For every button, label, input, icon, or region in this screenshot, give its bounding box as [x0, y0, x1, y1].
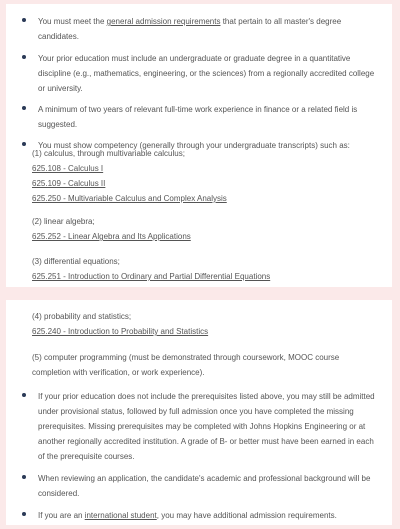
bullet-icon — [22, 142, 26, 146]
diffeq-block — [32, 254, 382, 284]
requirements-card-top — [6, 4, 392, 287]
international-student-link[interactable]: international student — [84, 511, 157, 520]
bullet-icon — [22, 106, 26, 110]
course-link-625-108[interactable]: 625.108 - Calculus I — [32, 164, 104, 173]
item-text: When reviewing an application, the candidate's academic and professional background will be considered. — [38, 474, 371, 498]
general-admission-requirements-link[interactable]: general admission requirements — [106, 17, 221, 26]
programming-text: (5) computer programming (must be demonstrated through coursework, MOOC course completion with verification, or work experience). — [32, 353, 340, 377]
list-item — [22, 471, 382, 501]
programming-block — [32, 350, 378, 380]
item-text: , you may have additional admission requirements. — [156, 511, 337, 520]
course-link-625-251[interactable]: 625.251 - Introduction to Ordinary and Partial Differential Equations — [32, 272, 271, 281]
probability-label: (4) probability and statistics; — [32, 312, 132, 321]
list-item — [22, 14, 382, 44]
bullet-icon — [22, 512, 26, 516]
requirements-list — [22, 14, 382, 153]
calculus-block — [32, 146, 382, 206]
item-text: If you are an — [38, 511, 85, 520]
item-text: A minimum of two years of relevant full-time work experience in finance or a related field is suggested. — [38, 105, 358, 129]
bullet-icon — [22, 55, 26, 59]
item-text: Your prior education must include an undergraduate or graduate degree in a quantitative discipline (e.g., mathematics, engineering, or the sciences) from a regionally accredited college or university. — [38, 54, 375, 93]
list-item — [22, 51, 382, 96]
linear-algebra-label: (2) linear algebra; — [32, 217, 95, 226]
item-text: You must show competency (generally through your undergraduate transcripts) such as: — [38, 141, 350, 150]
requirements-list-continued — [22, 389, 382, 523]
calculus-label: (1) calculus, through multivariable calculus; — [32, 149, 185, 158]
bullet-icon — [22, 475, 26, 479]
item-text: If your prior education does not include the prerequisites listed above, you may still be admitted under provisional status, followed by full admission once you have completed the missing prerequisites. Missing prerequisites may be completed with Johns Hopkins Engineering or at another regionally accredited institution. A grade of B- or better must have been earned in each of the prerequisite courses. — [38, 392, 375, 461]
diffeq-label: (3) differential equations; — [32, 257, 120, 266]
probability-block — [32, 309, 382, 339]
list-item — [22, 102, 382, 132]
list-item — [22, 508, 382, 523]
course-link-625-109[interactable]: 625.109 - Calculus II — [32, 179, 106, 188]
bullet-icon — [22, 18, 26, 22]
requirements-card-bottom — [6, 300, 392, 525]
bullet-icon — [22, 393, 26, 397]
linear-algebra-block — [32, 214, 382, 244]
list-item — [22, 389, 382, 464]
course-link-625-240[interactable]: 625.240 - Introduction to Probability and Statistics — [32, 327, 209, 336]
item-text: that pertain to all master's degree candidates. — [38, 17, 342, 41]
course-link-625-250[interactable]: 625.250 - Multivariable Calculus and Complex Analysis — [32, 194, 227, 203]
item-text: You must meet the — [38, 17, 107, 26]
course-link-625-252[interactable]: 625.252 - Linear Algebra and Its Applications — [32, 232, 191, 241]
